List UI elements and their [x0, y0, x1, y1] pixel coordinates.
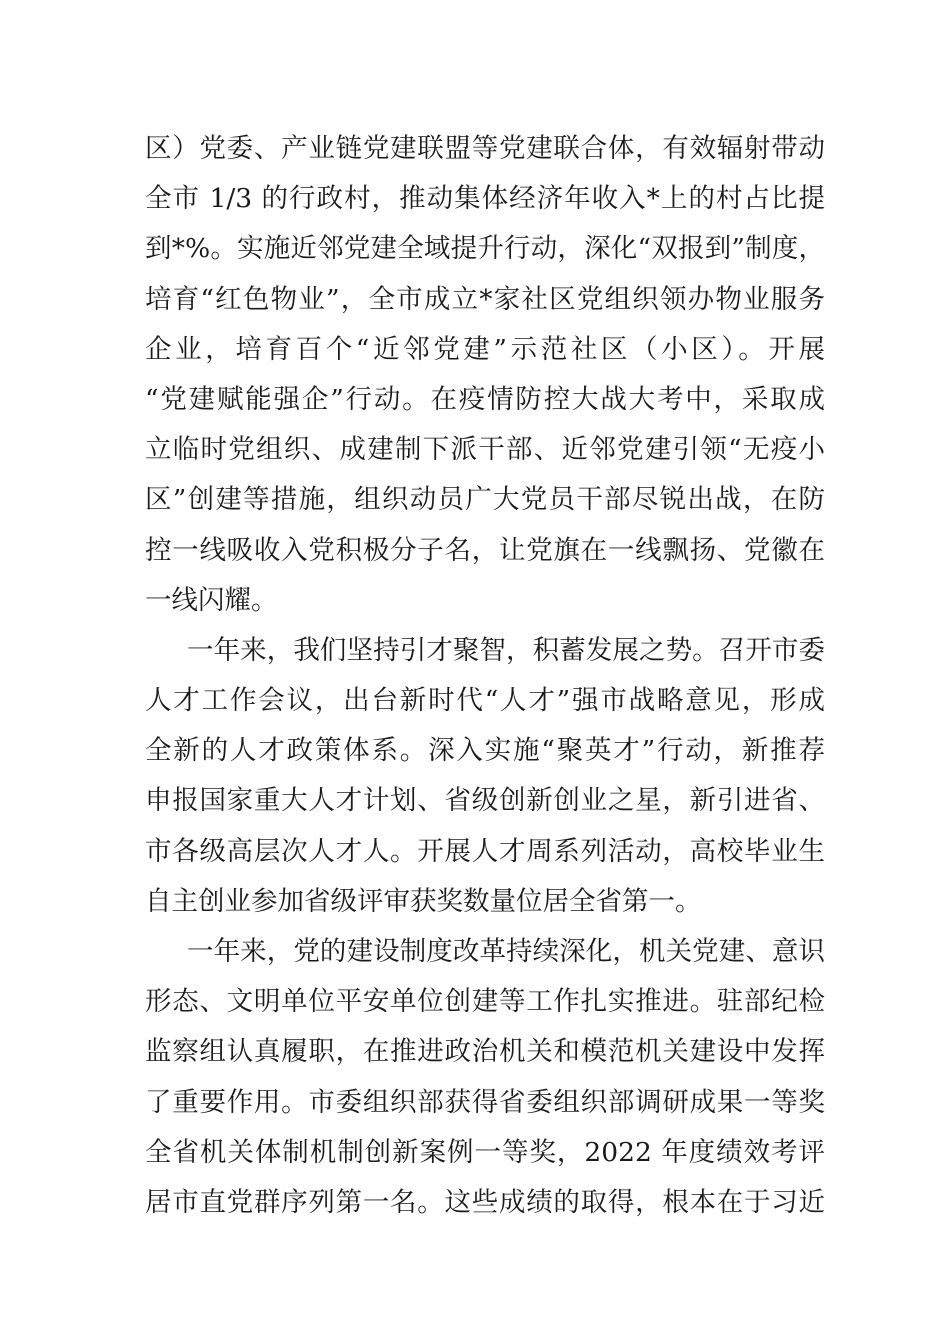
text-line: 培育“红色物业”，全市成立*家社区党组织领办物业服务	[145, 283, 825, 315]
text-line: 一线闪耀。	[145, 584, 278, 616]
text-line: 居市直党群序列第一名。这些成绩的取得，根本在于习近	[145, 1186, 825, 1218]
text-line: 全市 1/3 的行政村，推动集体经济年收入*上的村占比提	[145, 183, 825, 215]
text-line: 了重要作用。市委组织部获得省委组织部调研成果一等奖	[145, 1086, 825, 1118]
paragraph-first-line: 一年来，党的建设制度改革持续深化，机关党建、意识	[187, 936, 825, 967]
body-text	[145, 124, 825, 1228]
text-line: 人才工作会议，出台新时代“人才”强市战略意见，形成	[145, 685, 825, 717]
text-line: 自主创业参加省级评审获奖数量位居全省第一。	[145, 885, 702, 917]
text-line: 全省机关体制机制创新案例一等奖，2022 年度绩效考评	[145, 1136, 825, 1168]
text-line: 控一线吸收入党积极分子名，让党旗在一线飘扬、党徽在	[145, 534, 825, 566]
text-line: 到*%。实施近邻党建全域提升行动，深化“双报到”制度，	[145, 233, 825, 265]
text-line: 企业，培育百个“近邻党建”示范社区（小区）。开展	[145, 333, 825, 365]
text-line: 区）党委、产业链党建联盟等党建联合体，有效辐射带动	[145, 133, 825, 164]
text-line: 区”创建等措施，组织动员广大党员干部尽锐出战，在防	[145, 484, 825, 516]
text-line: 市各级高层次人才人。开展人才周系列活动，高校毕业生	[145, 835, 825, 867]
paragraph-first-line: 一年来，我们坚持引才聚智，积蓄发展之势。召开市委	[187, 634, 825, 666]
text-line: 全新的人才政策体系。深入实施“聚英才”行动，新推荐	[145, 735, 825, 767]
text-line: 立临时党组织、成建制下派干部、近邻党建引领“无疫小	[145, 434, 825, 466]
text-line: 申报国家重大人才计划、省级创新创业之星，新引进省、	[145, 785, 825, 817]
text-line: “党建赋能强企”行动。在疫情防控大战大考中，采取成	[145, 383, 825, 415]
text-line: 监察组认真履职，在推进政治机关和模范机关建设中发挥	[145, 1036, 825, 1068]
text-line: 形态、文明单位平安单位创建等工作扎实推进。驻部纪检	[145, 986, 825, 1018]
